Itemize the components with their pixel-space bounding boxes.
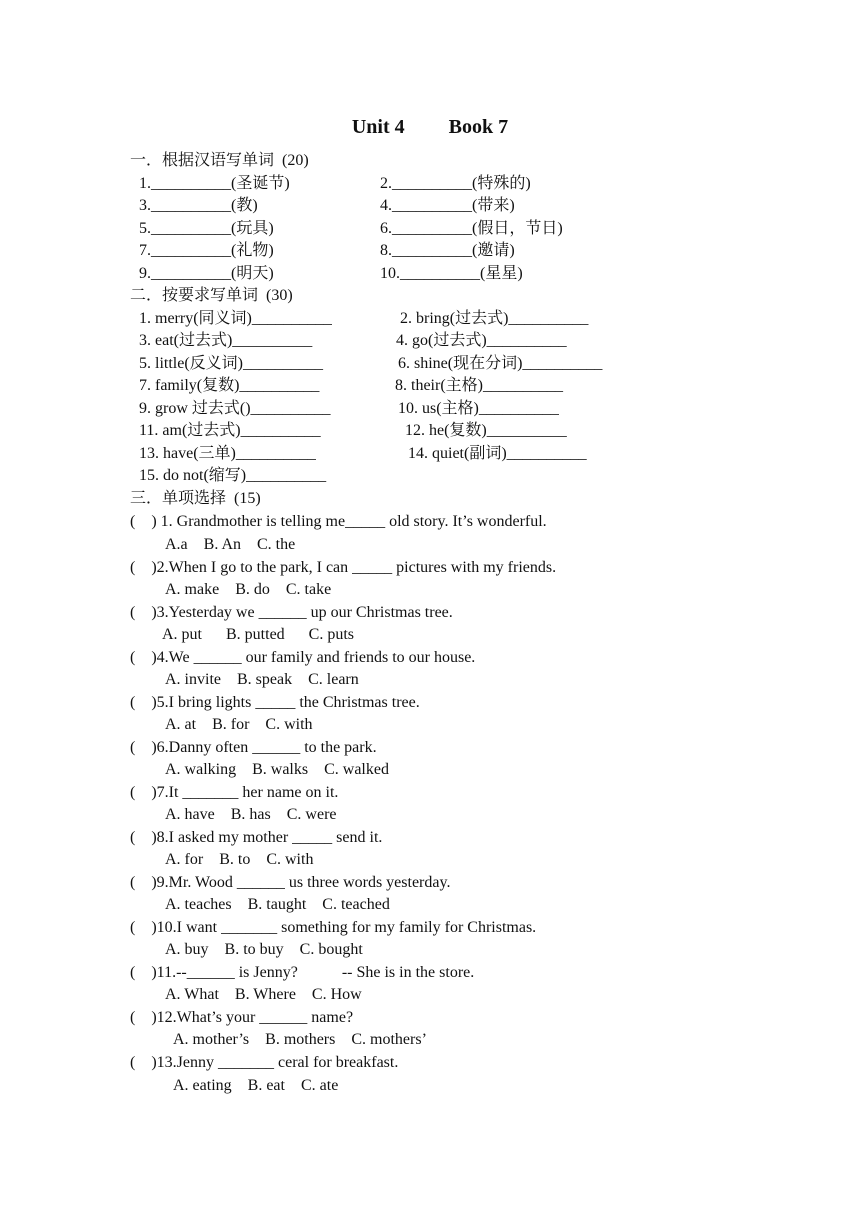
section1-item: 3.__________(教) <box>139 197 258 214</box>
section3-heading: 三．单项选择 (15) <box>130 490 261 507</box>
section1-item: 1.__________(圣诞节) <box>139 175 290 192</box>
question-text: ( )13.Jenny _______ ceral for breakfast. <box>130 1054 399 1071</box>
section1-item: 2.__________(特殊的) <box>380 175 531 192</box>
section2-item: 1. merry(同义词)__________ <box>139 310 332 327</box>
section2-item: 10. us(主格)__________ <box>398 400 559 417</box>
section2-item: 15. do not(缩写)__________ <box>139 467 327 484</box>
section1-item: 4.__________(带来) <box>380 197 515 214</box>
question-text: ( )5.I bring lights _____ the Christmas tree. <box>130 694 420 711</box>
question-text: ( )3.Yesterday we ______ up our Christmas tree. <box>130 604 453 621</box>
question-options: A. eating B. eat C. ate <box>173 1077 339 1094</box>
section2-item: 8. their(主格)__________ <box>395 377 563 394</box>
title-unit: Unit 4 <box>351 116 405 138</box>
section2-item: 12. he(复数)__________ <box>405 422 567 439</box>
section1-item: 10.__________(星星) <box>380 265 523 282</box>
question-text: ( ) 1. Grandmother is telling me_____ old story. It’s wonderful. <box>130 513 547 530</box>
question-options: A. at B. for C. with <box>165 716 313 733</box>
question-options: A.a B. An C. the <box>165 536 296 553</box>
question-text: ( )9.Mr. Wood ______ us three words yesterday. <box>130 874 451 891</box>
section1-item: 9.__________(明天) <box>139 265 274 282</box>
question-options: A. What B. Where C. How <box>165 986 362 1003</box>
question-text: ( )7.It _______ her name on it. <box>130 784 339 801</box>
question-options: A. have B. has C. were <box>165 806 337 823</box>
question-options: A. put B. putted C. puts <box>162 626 355 643</box>
section2-item: 5. little(反义词)__________ <box>139 355 323 372</box>
question-text: ( )4.We ______ our family and friends to our house. <box>130 649 476 666</box>
section2-item: 11. am(过去式)__________ <box>139 422 321 439</box>
section2-item: 2. bring(过去式)__________ <box>400 310 589 327</box>
question-options: A. mother’s B. mothers C. mothers’ <box>173 1031 427 1048</box>
title-book: Book 7 <box>448 116 509 138</box>
section1-item: 7.__________(礼物) <box>139 242 274 259</box>
section2-item: 14. quiet(副词)__________ <box>408 445 587 462</box>
question-text: ( )11.--______ is Jenny? -- She is in the store. <box>130 964 475 981</box>
question-text: ( )8.I asked my mother _____ send it. <box>130 829 383 846</box>
question-text: ( )12.What’s your ______ name? <box>130 1009 354 1026</box>
question-options: A. buy B. to buy C. bought <box>165 941 363 958</box>
question-options: A. walking B. walks C. walked <box>165 761 389 778</box>
section2-heading: 二．按要求写单词 (30) <box>130 287 293 304</box>
section2-item: 13. have(三单)__________ <box>139 445 316 462</box>
section1-heading: 一．根据汉语写单词 (20) <box>130 152 309 169</box>
section1-item: 6.__________(假日，节日) <box>380 220 563 237</box>
section2-item: 3. eat(过去式)__________ <box>139 332 313 349</box>
section2-item: 4. go(过去式)__________ <box>396 332 567 349</box>
section1-item: 5.__________(玩具) <box>139 220 274 237</box>
section2-item: 7. family(复数)__________ <box>139 377 320 394</box>
section2-item: 9. grow 过去式()__________ <box>139 400 331 417</box>
page-title <box>0 116 860 139</box>
question-text: ( )2.When I go to the park, I can _____ pictures with my friends. <box>130 559 557 576</box>
question-text: ( )6.Danny often ______ to the park. <box>130 739 377 756</box>
section2-item: 6. shine(现在分词)__________ <box>398 355 603 372</box>
section1-item: 8.__________(邀请) <box>380 242 515 259</box>
question-options: A. teaches B. taught C. teached <box>165 896 390 913</box>
question-options: A. make B. do C. take <box>165 581 332 598</box>
question-text: ( )10.I want _______ something for my family for Christmas. <box>130 919 537 936</box>
question-options: A. for B. to C. with <box>165 851 314 868</box>
question-options: A. invite B. speak C. learn <box>165 671 359 688</box>
